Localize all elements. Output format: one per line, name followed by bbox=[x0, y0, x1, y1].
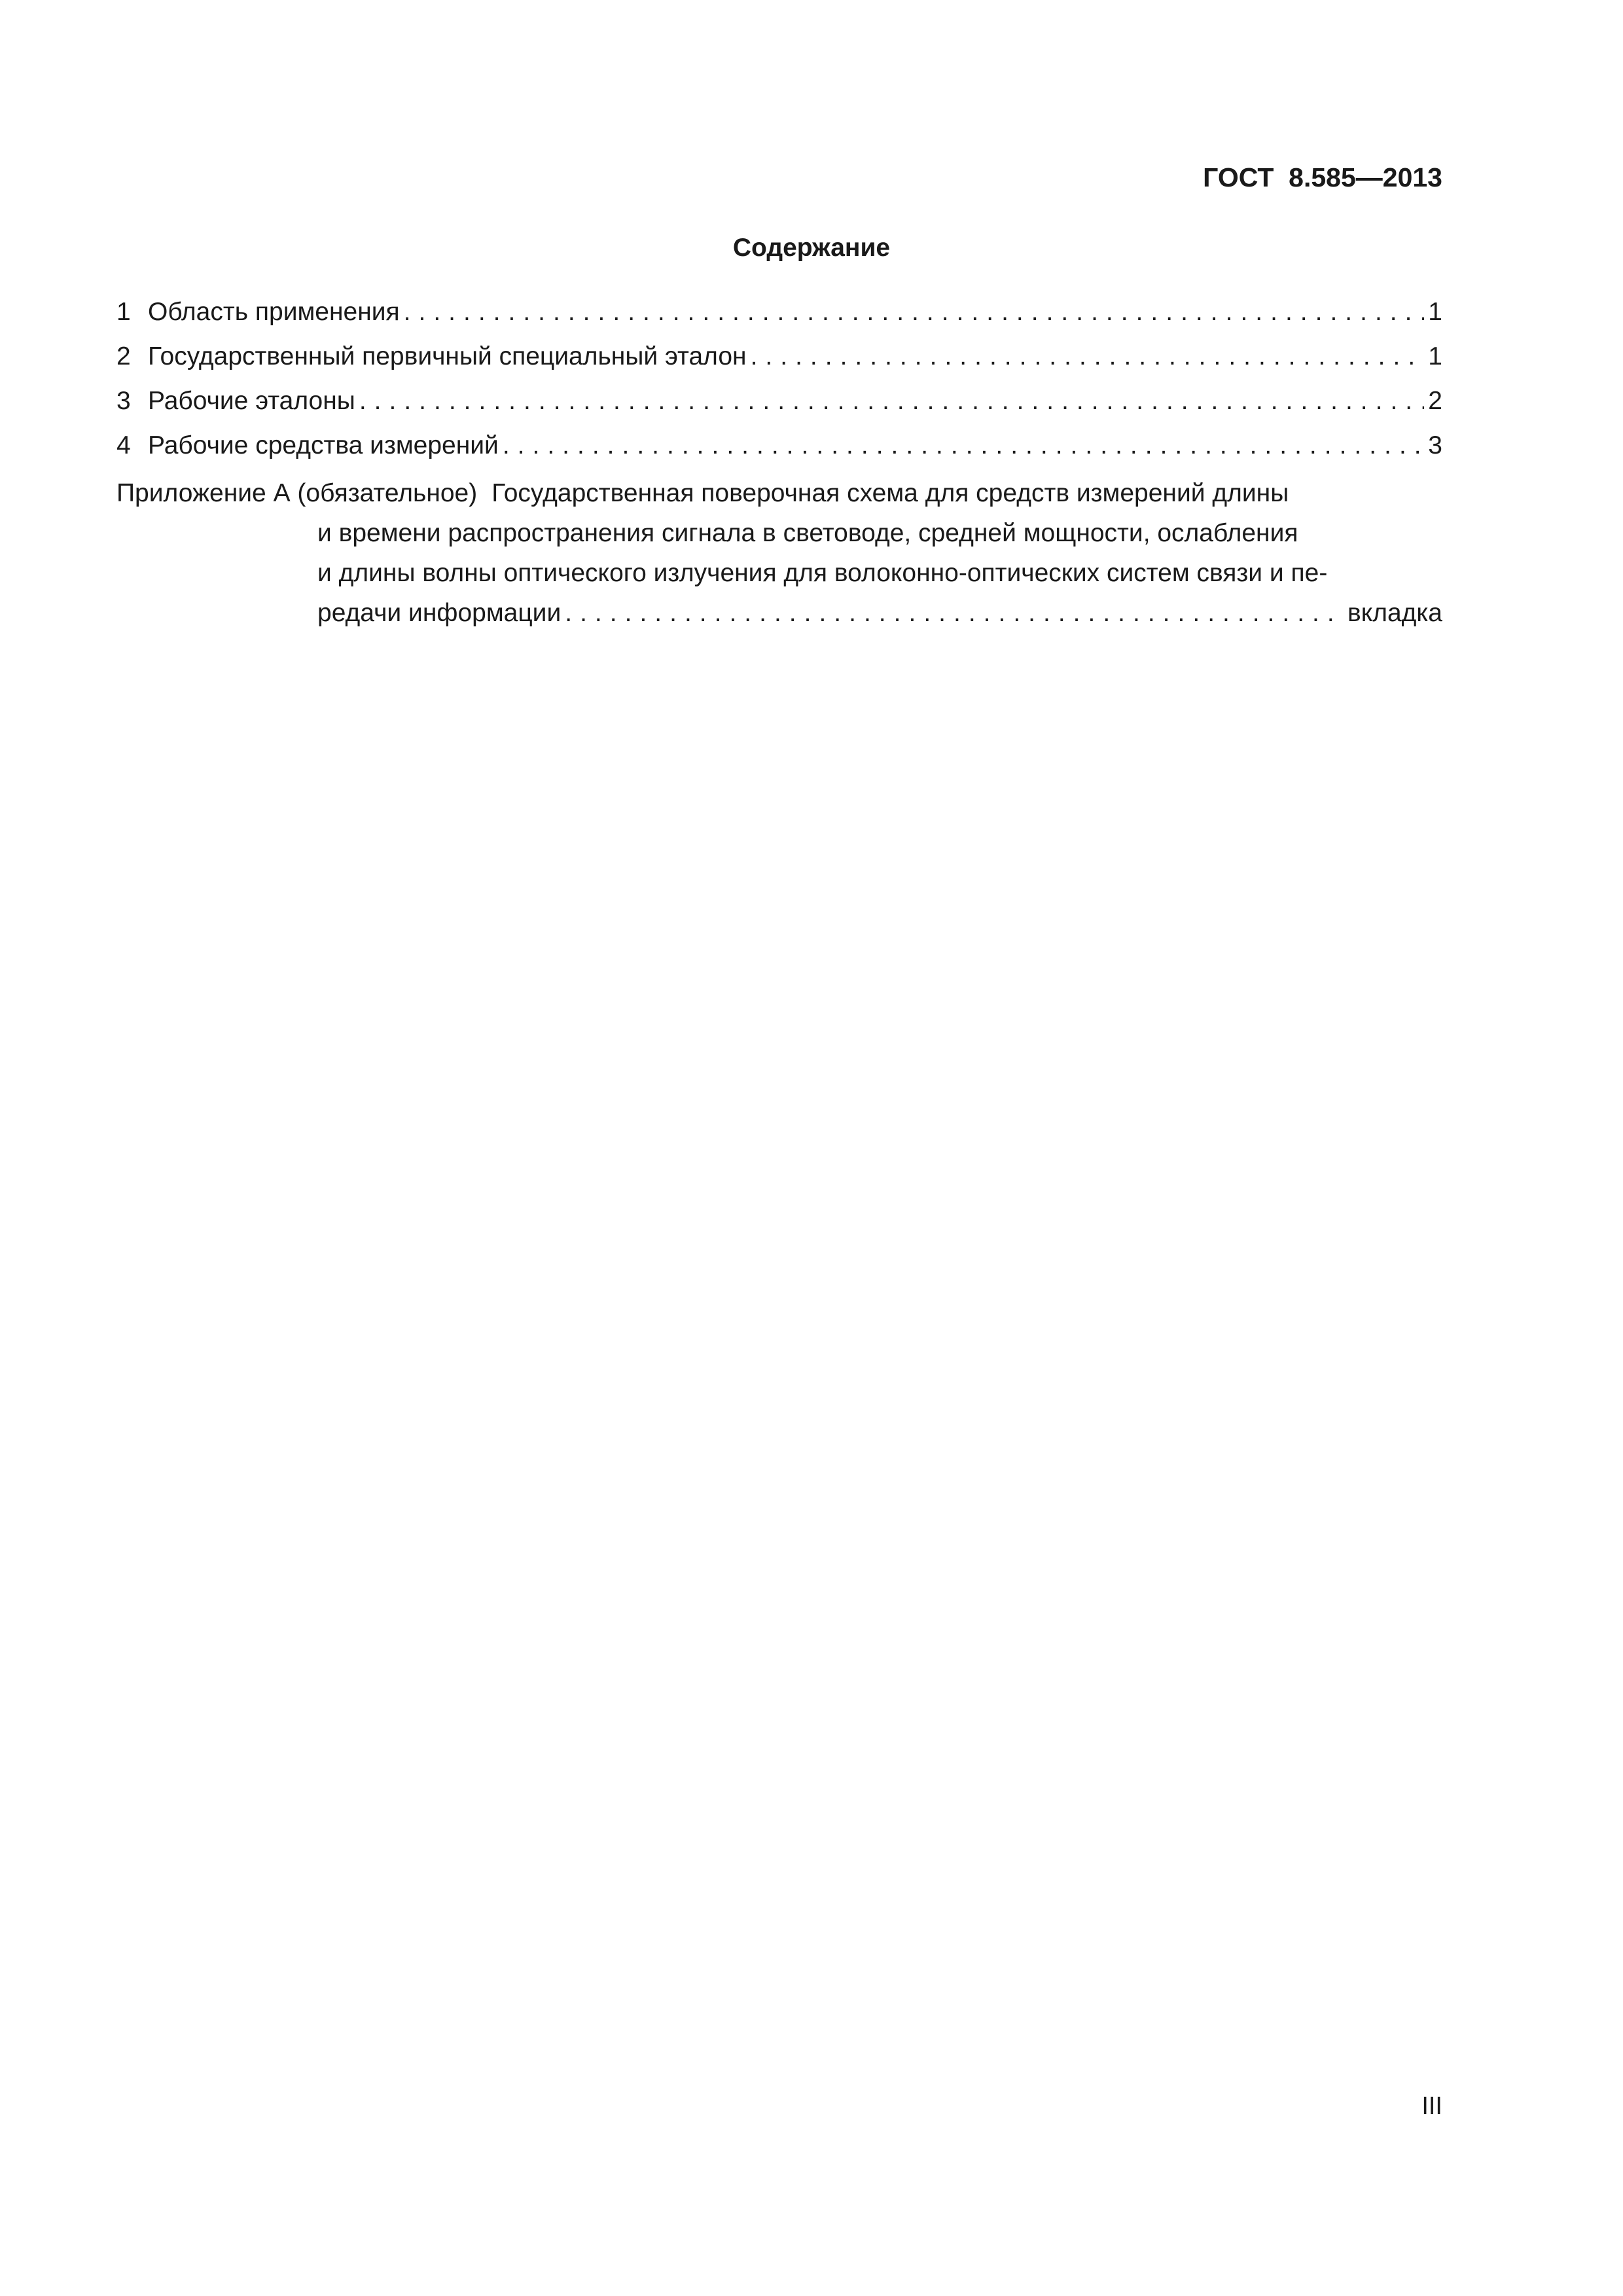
toc-item-label: Рабочие средства измерений bbox=[148, 431, 499, 459]
document-code: ГОСТ 8.585—2013 bbox=[1203, 162, 1442, 192]
appendix-title-line-1: Государственная поверочная схема для средств измерений длины bbox=[491, 479, 1289, 507]
toc-item-page: 2 bbox=[1428, 387, 1442, 415]
appendix-title-line-2: и времени распространения сигнала в световоде, средней мощности, ослабления bbox=[317, 519, 1298, 547]
appendix-last-line bbox=[116, 593, 1442, 633]
toc-leader-dots bbox=[503, 431, 1424, 460]
appendix-page: вкладка bbox=[1347, 599, 1442, 627]
toc-item-scope[interactable] bbox=[116, 298, 1442, 342]
toc-item-number: 3 bbox=[116, 387, 131, 415]
toc-item-measuring-instruments[interactable] bbox=[116, 431, 1442, 476]
toc-leader-dots bbox=[751, 342, 1425, 371]
toc-item-primary-standard[interactable] bbox=[116, 342, 1442, 387]
toc-item-appendix-a[interactable] bbox=[116, 473, 1442, 633]
table-of-contents bbox=[116, 298, 1442, 476]
toc-item-label: Государственный первичный специальный эталон bbox=[148, 342, 747, 370]
appendix-prefix: Приложение А (обязательное) bbox=[116, 479, 478, 507]
appendix-first-line bbox=[116, 473, 1442, 513]
toc-item-working-standards[interactable] bbox=[116, 387, 1442, 431]
toc-leader-dots bbox=[359, 387, 1424, 416]
appendix-title-line-3: и длины волны оптического излучения для волоконно-оптических систем связи и пе- bbox=[317, 559, 1328, 587]
toc-item-number: 2 bbox=[116, 342, 131, 370]
toc-item-number: 1 bbox=[116, 298, 131, 326]
toc-title: Содержание bbox=[732, 234, 891, 262]
toc-leader-dots bbox=[404, 298, 1425, 327]
toc-item-page: 1 bbox=[1428, 298, 1442, 326]
toc-leader-dots bbox=[565, 593, 1344, 633]
appendix-title-line-4: редачи информации bbox=[317, 599, 562, 627]
page-number: III bbox=[1421, 2092, 1442, 2120]
toc-item-label: Область применения bbox=[148, 298, 400, 326]
toc-item-page: 3 bbox=[1428, 431, 1442, 459]
toc-item-number: 4 bbox=[116, 431, 131, 459]
toc-item-label: Рабочие эталоны bbox=[148, 387, 355, 415]
toc-item-page: 1 bbox=[1428, 342, 1442, 370]
